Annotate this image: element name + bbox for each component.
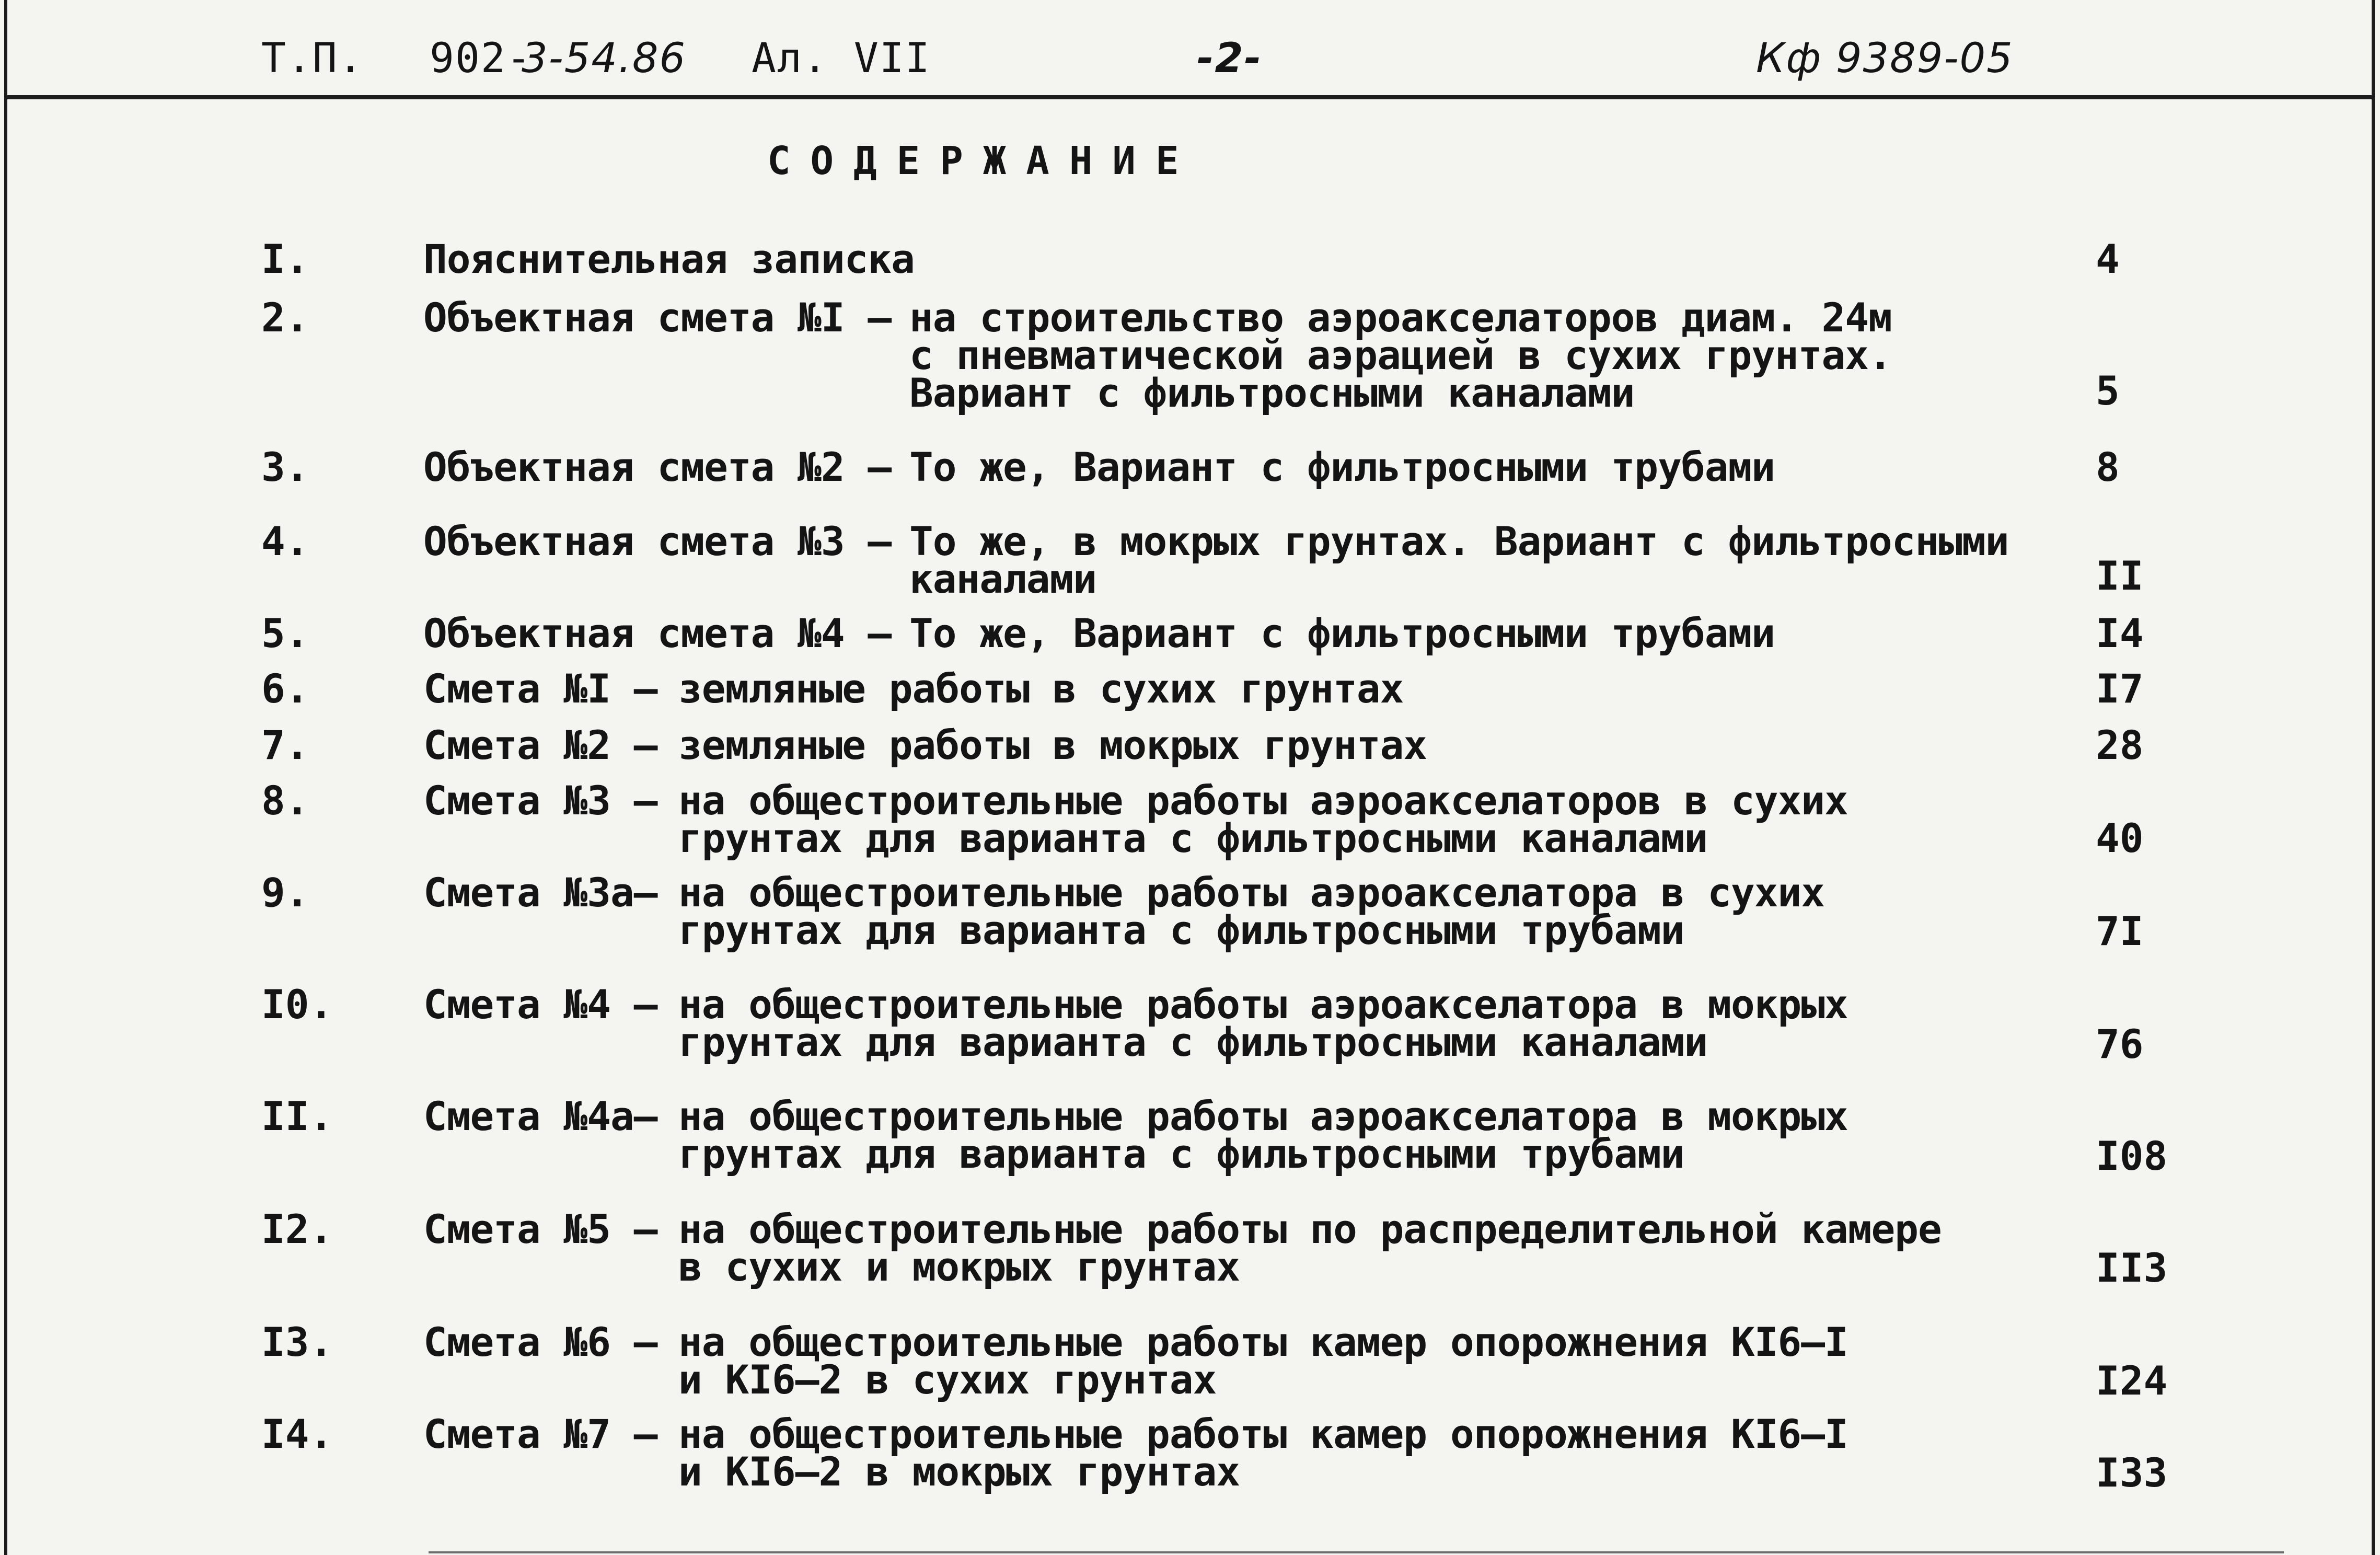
entry-description-line: на общестроительные работы по распределительной камере [678,1206,1942,1252]
bottom-rule [429,1551,2284,1553]
contents-heading: СОДЕРЖАНИЕ [767,139,1199,183]
entry-page-number: I4 [2096,610,2144,656]
entry-description-line: каналами [909,556,1097,602]
entry-page-number: 8 [2096,444,2120,490]
entry-number: 8. [261,777,309,824]
entry-page-number: I08 [2096,1133,2168,1179]
entry-estimate-label: Смета №4 – [423,981,657,1028]
entry-number: I0. [261,981,333,1028]
entry-description-line: Пояснительная записка [423,236,915,282]
entry-estimate-label: Объектная смета №I – [423,294,892,341]
project-number-written: 3-54.86 [522,35,687,82]
entry-estimate-label: Смета №4а– [423,1093,657,1139]
entry-description-line: на общестроительные работы аэроакселаторов в сухих [678,777,1848,824]
entry-estimate-label: Смета №3а– [423,869,657,916]
entry-page-number: 7I [2096,908,2144,954]
entry-page-number: 5 [2096,367,2120,414]
entry-description-line: То же, Вариант с фильтросными трубами [909,444,1775,490]
entry-page-number: 40 [2096,815,2144,861]
entry-description-line: Вариант с фильтросными каналами [909,370,1635,416]
entry-description-line: земляные работы в мокрых грунтах [678,722,1427,768]
entry-estimate-label: Смета №I – [423,665,657,712]
entry-description-line: на общестроительные работы камер опорожнения КI6–I [678,1319,1848,1365]
designation-label: Т.П. [261,35,364,82]
sheet-number: -2- [1197,35,1263,82]
entry-number: I4. [261,1411,333,1457]
entry-page-number: II3 [2096,1245,2168,1291]
entry-page-number: I7 [2096,665,2144,712]
entry-description-line: То же, в мокрых грунтах. Вариант с фильтросными [909,518,2009,565]
entry-page-number: I33 [2096,1449,2168,1496]
entry-number: I. [261,236,309,282]
entry-estimate-label: Смета №6 – [423,1319,657,1365]
entry-number: 5. [261,610,309,656]
entry-description-line: и КI6–2 в сухих грунтах [678,1356,1217,1403]
entry-page-number: I24 [2096,1357,2168,1404]
entry-description-line: на общестроительные работы аэроакселатора в сухих [678,869,1825,916]
entry-page-number: 28 [2096,722,2144,768]
entry-number: 7. [261,722,309,768]
entry-description-line: грунтах для варианта с фильтросными каналами [678,815,1708,861]
entry-description-line: грунтах для варианта с фильтросными каналами [678,1019,1708,1065]
entry-estimate-label: Объектная смета №4 – [423,610,892,656]
entry-number: 3. [261,444,309,490]
entry-number: I2. [261,1206,333,1252]
entry-page-number: 76 [2096,1021,2144,1067]
entry-estimate-label: Объектная смета №3 – [423,518,892,565]
project-number-printed: 902- [430,35,532,82]
entry-number: 6. [261,665,309,712]
entry-description-line: То же, Вариант с фильтросными трубами [909,610,1775,656]
entry-estimate-label: Смета №5 – [423,1206,657,1252]
entry-description-line: и КI6–2 в мокрых грунтах [678,1448,1240,1495]
entry-estimate-label: Смета №2 – [423,722,657,768]
entry-description-line: в сухих и мокрых грунтах [678,1243,1240,1290]
album-label: Ал. VII [752,35,931,82]
entry-number: 2. [261,294,309,341]
entry-page-number: 4 [2096,236,2120,282]
entry-number: I3. [261,1319,333,1365]
entry-estimate-label: Смета №3 – [423,777,657,824]
entry-description-line: на строительство аэроакселаторов диам. 24м [909,294,1892,341]
entry-estimate-label: Смета №7 – [423,1411,657,1457]
entry-description-line: с пневматической аэрацией в сухих грунтах. [909,332,1892,378]
entry-description-line: грунтах для варианта с фильтросными трубами [678,1131,1684,1177]
entry-number: 4. [261,518,309,565]
entry-description-line: земляные работы в сухих грунтах [678,665,1404,712]
entry-estimate-label: Объектная смета №2 – [423,444,892,490]
entry-description-line: на общестроительные работы камер опорожнения КI6–I [678,1411,1848,1457]
document-code: Кф 9389-05 [1756,35,2014,82]
entry-number: II. [261,1093,333,1139]
entry-description-line: на общестроительные работы аэроакселатора в мокрых [678,981,1848,1028]
entry-number: 9. [261,869,309,916]
entry-page-number: II [2096,552,2144,599]
entry-description-line: грунтах для варианта с фильтросными трубами [678,907,1684,953]
entry-description-line: на общестроительные работы аэроакселатора в мокрых [678,1093,1848,1139]
